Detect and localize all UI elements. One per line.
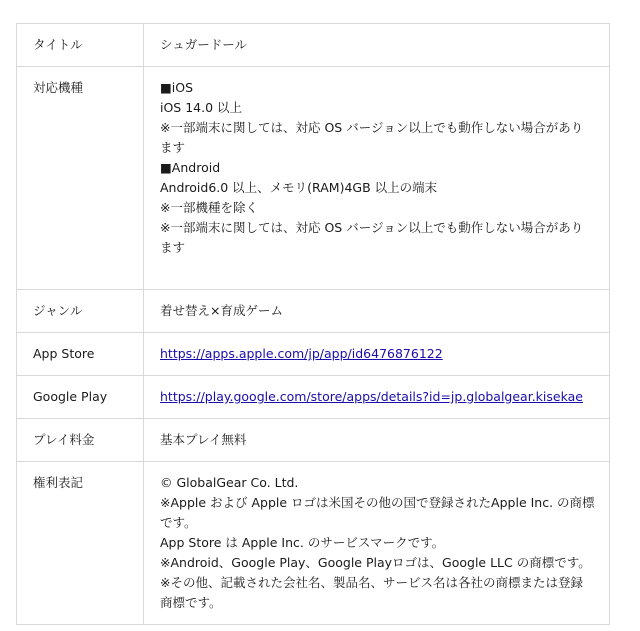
android-exclusion-note: ※一部機種を除く <box>160 200 258 215</box>
game-info-table <box>16 23 610 625</box>
android-heading: ■Android <box>160 160 221 175</box>
app-store-servicemark-note: App Store は Apple Inc. のサービスマークです。 <box>160 535 445 550</box>
google-trademark-note: ※Android、Google Play、Google Playロゴは、Google LLC の商標です。 <box>160 555 591 570</box>
ios-version: iOS 14.0 以上 <box>160 100 243 115</box>
row-value-price <box>144 419 610 462</box>
row-label-google-play: Google Play <box>17 376 144 419</box>
row-value-app-store <box>144 333 610 376</box>
table-row-app-store <box>17 333 610 376</box>
android-note: ※一部端末に関しては、対応 OS バージョン以上でも動作しない場合があります <box>160 220 584 255</box>
ios-heading: ■iOS <box>160 80 194 95</box>
table-row-price <box>17 419 610 462</box>
genre-text: 着せ替え×育成ゲーム <box>160 303 283 318</box>
ios-note: ※一部端末に関しては、対応 OS バージョン以上でも動作しない場合があります <box>160 120 584 155</box>
row-label-genre: ジャンル <box>17 290 144 333</box>
table-row-copyright <box>17 462 610 625</box>
row-label-supported-devices: 対応機種 <box>17 67 144 290</box>
price-text: 基本プレイ無料 <box>160 432 247 447</box>
apple-trademark-note: ※Apple および Apple ロゴは米国その他の国で登録されたApple Inc. の商標です。 <box>160 495 595 530</box>
table-row-supported-devices <box>17 67 610 290</box>
table-row-genre <box>17 290 610 333</box>
row-value-google-play <box>144 376 610 419</box>
row-value-supported-devices <box>144 67 610 290</box>
row-value-title <box>144 24 610 67</box>
app-store-link[interactable]: https://apps.apple.com/jp/app/id6476876122 <box>160 346 443 361</box>
row-value-copyright <box>144 462 610 625</box>
row-label-title: タイトル <box>17 24 144 67</box>
table-row-google-play <box>17 376 610 419</box>
row-label-copyright: 権利表記 <box>17 462 144 625</box>
title-text: シュガードール <box>160 37 248 52</box>
google-play-link[interactable]: https://play.google.com/store/apps/details?id=jp.globalgear.kisekae <box>160 389 583 404</box>
other-trademarks-note: ※その他、記載された会社名、製品名、サービス名は各社の商標または登録商標です。 <box>160 575 583 610</box>
row-label-app-store: App Store <box>17 333 144 376</box>
copyright-owner: © GlobalGear Co. Ltd. <box>160 475 299 490</box>
table-row-title <box>17 24 610 67</box>
android-version: Android6.0 以上、メモリ(RAM)4GB 以上の端末 <box>160 180 438 195</box>
row-label-price: プレイ料金 <box>17 419 144 462</box>
row-value-genre <box>144 290 610 333</box>
